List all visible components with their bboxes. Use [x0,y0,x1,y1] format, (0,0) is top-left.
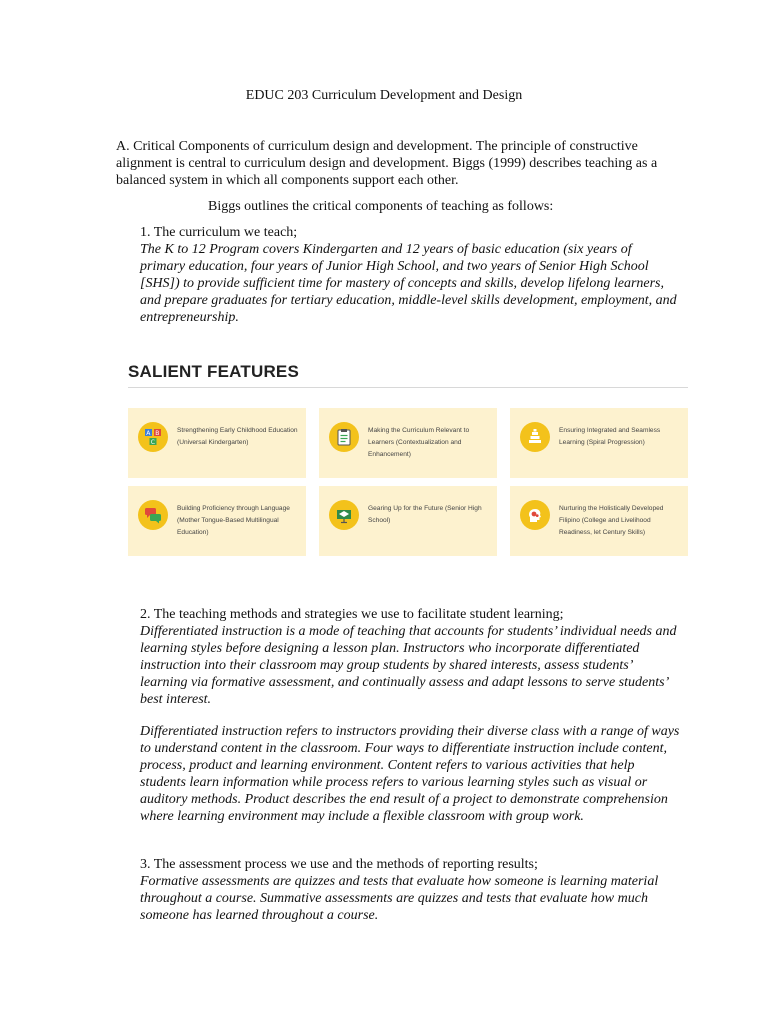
intro-paragraph: A. Critical Components of curriculum design and development. The principle of constructive alignment is central to curriculum design and development. Biggs (1999) describes teaching as a balanced system in which all components support each other. [116,139,658,188]
feature-label: Strengthening Early Childhood Education (Universal Kindergarten) [177,427,298,446]
feature-label: Ensuring Integrated and Seamless Learning (Spiral Progression) [559,427,661,446]
svg-text:B: B [155,430,160,437]
salient-features-figure [118,352,690,562]
feature-card [319,408,497,478]
svg-text:A: A [146,430,151,437]
section-body: Formative assessments are quizzes and tests that evaluate how someone is learning material throughout a course. Summative assessments are quizzes and tests that evaluate how much someone has learned throughout a course. [140,874,659,923]
salient-features-title: SALIENT FEATURES [128,362,300,381]
feature-card [319,486,497,556]
section-body: Differentiated instruction is a mode of teaching that accounts for students’ individual needs and learning styles before designing a lesson plan. Instructors who incorporate differentiated instruction into their classroom may group students by shared interests, assess students’ learning via formative assessment, and continually assess and adapt lessons to serve students’ best interest. [140,624,677,707]
feature-label: Nurturing the Holistically Developed Filipino (College and Livelihood Readiness, let Century Skills) [559,505,664,536]
head-gears-icon [520,500,550,530]
feature-card [128,408,306,478]
abc-blocks-icon [138,422,168,452]
section-assessment [140,856,680,924]
clipboard-icon [329,422,359,452]
biggs-line: Biggs outlines the critical components of teaching as follows: [208,199,554,214]
feature-card [128,486,306,556]
section-heading: 1. The curriculum we teach; [140,225,298,240]
svg-text:C: C [150,439,156,446]
section-curriculum [140,224,680,326]
stacked-layers-icon [520,422,550,452]
section-heading: 2. The teaching methods and strategies we use to facilitate student learning; [140,607,564,622]
graduation-cap-icon [329,500,359,530]
feature-label: Gearing Up for the Future (Senior High School) [368,505,482,524]
section-teaching-methods [140,606,680,825]
section-body-2: Differentiated instruction refers to instructors providing their diverse class with a range of ways to understand content in the classroom. Four ways to differentiate instruction include content, process, product and learning environment. Content refers to various activities that help students learn information while process refers to various learning styles such as visual or auditory methods. Product describes the end result of a project to demonstrate comprehension where learning environment may include a flexible classroom with group work. [140,724,680,824]
feature-label: Building Proficiency through Language (Mother Tongue-Based Multilingual Education) [177,505,290,536]
section-body: The K to 12 Program covers Kindergarten and 12 years of basic education (six years of primary education, four years of Junior High School, and two years of Senior High School [SHS]) to provide sufficient time for mastery of concepts and skills, develop lifelong learners, and prepare graduates for tertiary education, middle-level skills development, employment, and entrepreneurship. [140,242,677,325]
document-title: EDUC 203 Curriculum Development and Design [245,88,523,103]
section-heading: 3. The assessment process we use and the methods of reporting results; [140,857,538,872]
speech-bubbles-icon [138,500,168,530]
feature-label: Making the Curriculum Relevant to Learners (Contextualization and Enhancement) [368,427,470,458]
feature-card [510,408,688,478]
feature-card [510,486,688,556]
divider [128,387,688,388]
